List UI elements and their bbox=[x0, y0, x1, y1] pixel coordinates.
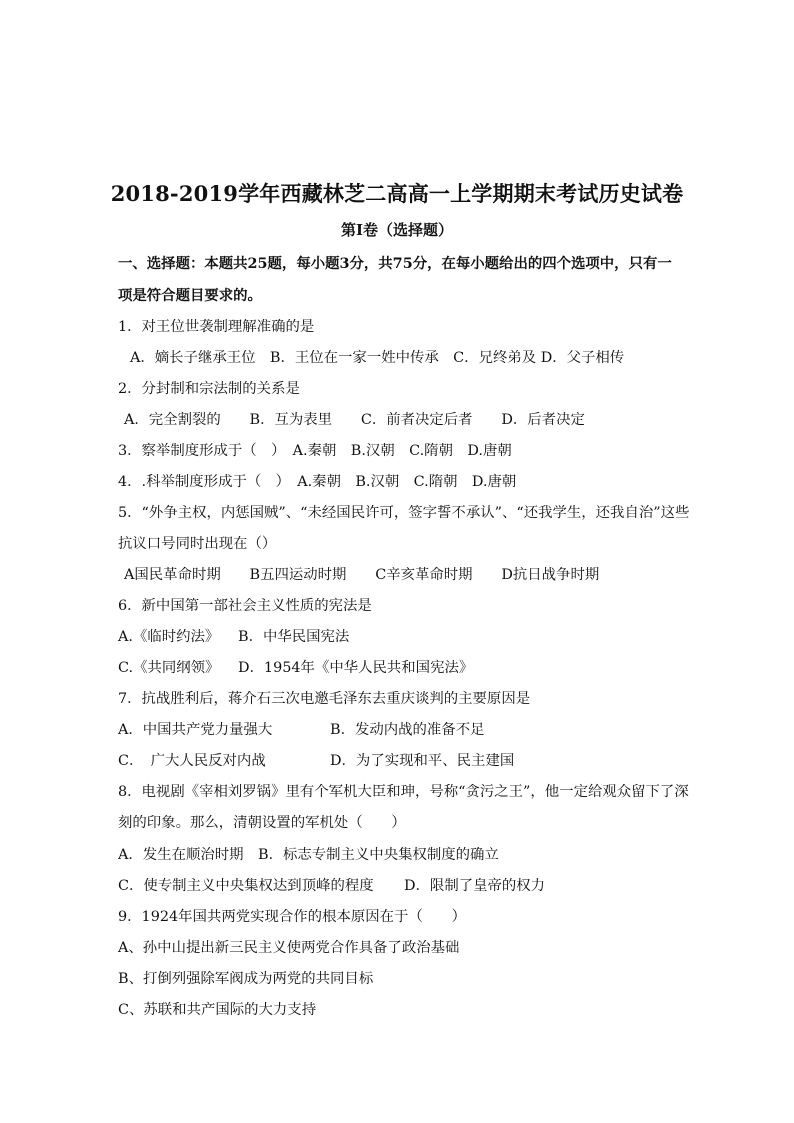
instructions-line-1: 一、选择题：本题共25题，每小题3分，共75分，在每小题给出的四个选项中，只有一 bbox=[118, 255, 672, 272]
question-5-stem-line-2: 抗议口号同时出现在（） bbox=[118, 536, 277, 552]
question-8-stem-line-1: 8．电视剧《宰相刘罗锅》里有个军机大臣和珅，号称“贪污之王”，他一定给观众留下了深 bbox=[118, 784, 689, 800]
question-1-stem: 1．对王位世袭制理解准确的是 bbox=[118, 319, 315, 335]
question-6-stem: 6．新中国第一部社会主义性质的宪法是 bbox=[118, 598, 372, 614]
question-7-option-b: B．发动内战的准备不足 bbox=[330, 722, 485, 738]
question-6-option-d: D．1954年《中华人民共和国宪法》 bbox=[238, 660, 474, 676]
question-7-option-a: A．中国共产党力量强大 bbox=[118, 722, 273, 738]
question-2-options: A．完全割裂的 B．互为表里 C．前者决定后者 D．后者决定 bbox=[124, 412, 585, 428]
question-5-options: A国民革命时期 B五四运动时期 C辛亥革命时期 D抗日战争时期 bbox=[124, 567, 600, 583]
question-8-option-c: C．使专制主义中央集权达到顶峰的程度 bbox=[118, 878, 374, 894]
question-8-stem-line-2: 刻的印象。那么，清朝设置的军机处（ ） bbox=[118, 815, 406, 831]
question-8-option-d: D．限制了皇帝的权力 bbox=[404, 878, 546, 894]
question-6-option-b: B．中华民国宪法 bbox=[238, 629, 350, 645]
question-7-option-d: D．为了实现和平、民主建国 bbox=[330, 753, 515, 769]
question-5-stem-line-1: 5．“外争主权，内惩国贼”、“未经国民许可，签字誓不承认”、“还我学生，还我自治”这些 bbox=[118, 505, 690, 521]
question-4-stem: 4．.科举制度形成于（ ） A.秦朝 B.汉朝 C.隋朝 D.唐朝 bbox=[118, 474, 517, 490]
question-9-option-a: A、孙中山提出新三民主义使两党合作具备了政治基础 bbox=[118, 940, 460, 956]
question-7-stem: 7．抗战胜利后，蒋介石三次电邀毛泽东去重庆谈判的主要原因是 bbox=[118, 691, 531, 707]
instructions-line-2: 项是符合题目要求的。 bbox=[118, 287, 262, 304]
question-9-option-c: C、苏联和共产国际的大力支持 bbox=[118, 1002, 317, 1018]
question-8-option-b: B．标志专制主义中央集权制度的确立 bbox=[258, 847, 499, 863]
question-9-option-b: B、打倒列强除军阀成为两党的共同目标 bbox=[118, 971, 374, 987]
question-9-stem: 9．1924年国共两党实现合作的根本原因在于（ ） bbox=[118, 909, 466, 925]
question-6-option-c: C.《共同纲领》 bbox=[118, 660, 220, 676]
question-6-option-a: A.《临时约法》 bbox=[118, 629, 220, 645]
question-1-options: A．嫡长子继承王位 B．王位在一家一姓中传承 C．兄终弟及 D．父子相传 bbox=[130, 350, 625, 366]
exam-title: 2018-2019学年西藏林芝二高高一上学期期末考试历史试卷 bbox=[110, 181, 684, 206]
question-3-stem: 3．察举制度形成于（ ） A.秦朝 B.汉朝 C.隋朝 D.唐朝 bbox=[118, 443, 512, 459]
question-7-option-c: C． 广大人民反对内战 bbox=[118, 753, 266, 769]
section-heading: 第I卷（选择题） bbox=[340, 221, 454, 239]
question-2-stem: 2．分封制和宗法制的关系是 bbox=[118, 381, 300, 397]
question-8-option-a: A．发生在顺治时期 bbox=[118, 847, 244, 863]
